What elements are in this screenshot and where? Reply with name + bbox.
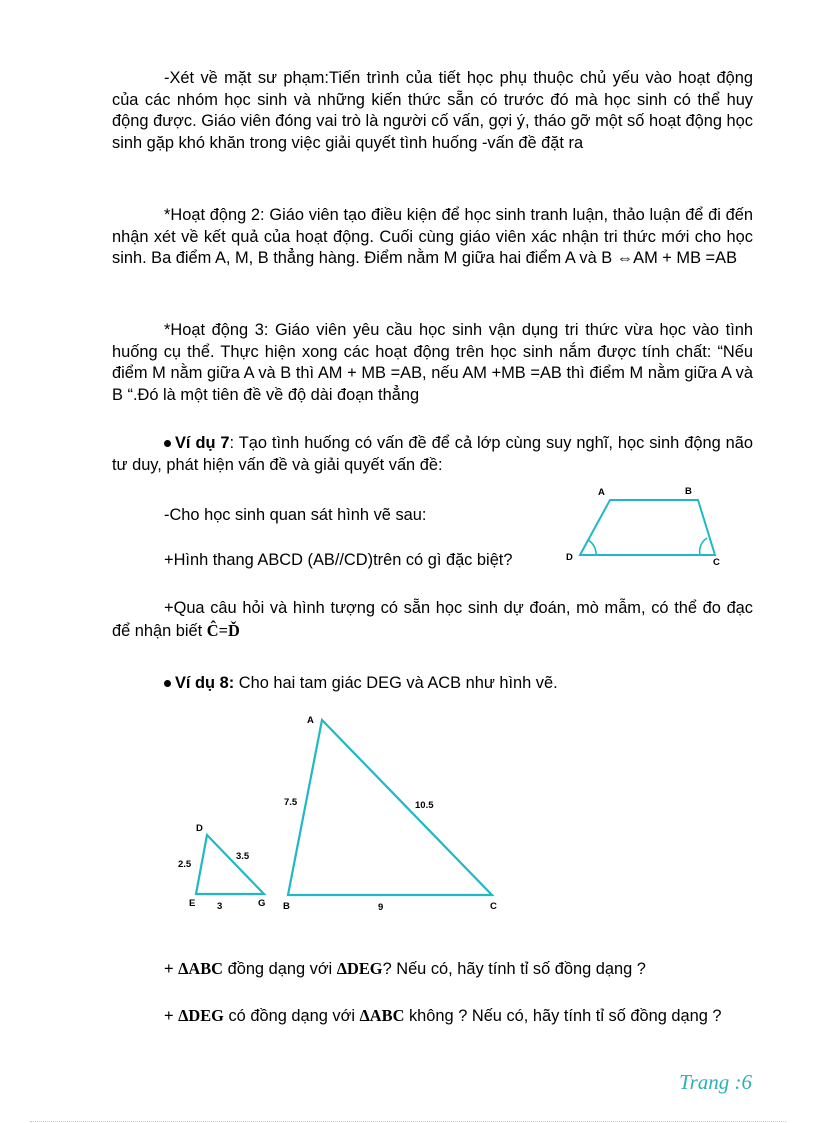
observe-instruction: -Cho học sinh quan sát hình vẽ sau: (164, 506, 427, 524)
label-d: D (196, 823, 203, 834)
triangle-abc-symbol: ΔABC (178, 959, 224, 978)
bullet-icon (164, 440, 171, 447)
example-8-text: Cho hai tam giác DEG và ACB như hình vẽ. (234, 674, 558, 692)
page-number: Trang :6 (679, 1070, 752, 1094)
length-ac: 10.5 (415, 800, 434, 811)
triangle-deg-symbol: ΔDEG (178, 1006, 224, 1025)
trapezoid-figure (560, 480, 730, 575)
trapezoid-label-b: B (685, 486, 692, 497)
trapezoid-label-a: A (598, 487, 605, 498)
example-7-paragraph (112, 433, 753, 476)
angle-c-arc (700, 538, 707, 555)
triangle-deg (196, 835, 264, 894)
length-ab: 7.5 (284, 797, 298, 808)
triangle-abc-symbol: ΔABC (359, 1006, 405, 1025)
example-7-text: : Tạo tình huống có vấn đề để cả lớp cùng suy nghĩ, học sinh động não tư duy, phát hiện vấn đề và giải quyết vấn đề: (112, 434, 753, 474)
example-8-label: Ví dụ 8: (175, 674, 235, 692)
question-2 (112, 1005, 753, 1028)
example-7-label: Ví dụ 7 (175, 434, 230, 452)
length-bc: 9 (378, 902, 384, 913)
footer-divider (30, 1121, 786, 1122)
trapezoid-question: +Hình thang ABCD (AB//CD)trên có gì đặc biệt? (164, 551, 513, 569)
question-1-mid: đồng dạng với (223, 960, 337, 978)
triangle-deg-symbol: ΔDEG (336, 959, 383, 978)
label-c: C (490, 901, 497, 912)
label-g: G (258, 898, 266, 909)
predict-text: +Qua câu hỏi và hình tượng có sẵn học sinh dự đoán, mò mẫm, có thể đo đạc để nhận biết (112, 599, 753, 640)
label-e: E (189, 898, 196, 909)
question-2-mid: có đồng dạng với (223, 1007, 360, 1025)
triangle-acb (288, 720, 492, 895)
label-a: A (307, 715, 314, 726)
question-2-rest: không ? Nếu có, hãy tính tỉ số đồng dạng ? (404, 1007, 722, 1025)
angle-d-arc (588, 540, 596, 555)
question-1 (112, 958, 753, 981)
paragraph-activity-3: *Hoạt động 3: Giáo viên yêu cầu học sinh vận dụng tri thức vừa học vào tình huống cụ thể. Thực hiện xong các hoạt động trên học sinh nắm được tính chất: “Nếu điểm M nằm giữa A và B thì AM + MB =AB, nếu AM +MB =AB thì điểm M nằm giữa A và B “.Đó là một tiên đề về độ dài đoạn thẳng (112, 321, 753, 404)
length-dg: 3.5 (236, 851, 250, 862)
angle-equality: Ĉ=Ď (206, 620, 240, 640)
example-8-paragraph (112, 673, 753, 695)
predict-paragraph (112, 598, 753, 642)
paragraph-pedagogy: -Xét về mặt sư phạm:Tiến trình của tiết học phụ thuộc chủ yếu vào hoạt động của các nhóm học sinh và những kiến thức sẵn có trước đó mà học sinh có thể huy động được. Giáo viên đóng vai trò là người cố vấn, gợi ý, tháo gỡ một số hoạt động học sinh gặp khó khăn trong việc giải quyết tình huống -vấn đề đặt ra (112, 69, 753, 152)
trapezoid-shape (580, 500, 715, 555)
triangles-figure (170, 705, 510, 920)
trapezoid-label-c: C (713, 557, 720, 568)
question-1-rest: ? Nếu có, hãy tính tỉ số đồng dạng ? (382, 960, 646, 978)
paragraph-activity-2: *Hoạt động 2: Giáo viên tạo điều kiện để học sinh tranh luận, thảo luận để đi đến nhận xét về kết quả của hoạt động. Cuối cùng giáo viên xác nhận tri thức mới cho học sinh. Ba điểm A, M, B thẳng hàng. Điểm nằm M giữa hai điểm A và B ⇔AM + MB =AB (112, 206, 753, 268)
label-b: B (283, 901, 290, 912)
length-de: 2.5 (178, 859, 192, 870)
trapezoid-label-d: D (566, 552, 573, 563)
question-1-prefix: + (164, 960, 179, 978)
length-eg: 3 (217, 901, 223, 912)
question-2-prefix: + (164, 1007, 179, 1025)
bullet-icon (164, 680, 171, 687)
